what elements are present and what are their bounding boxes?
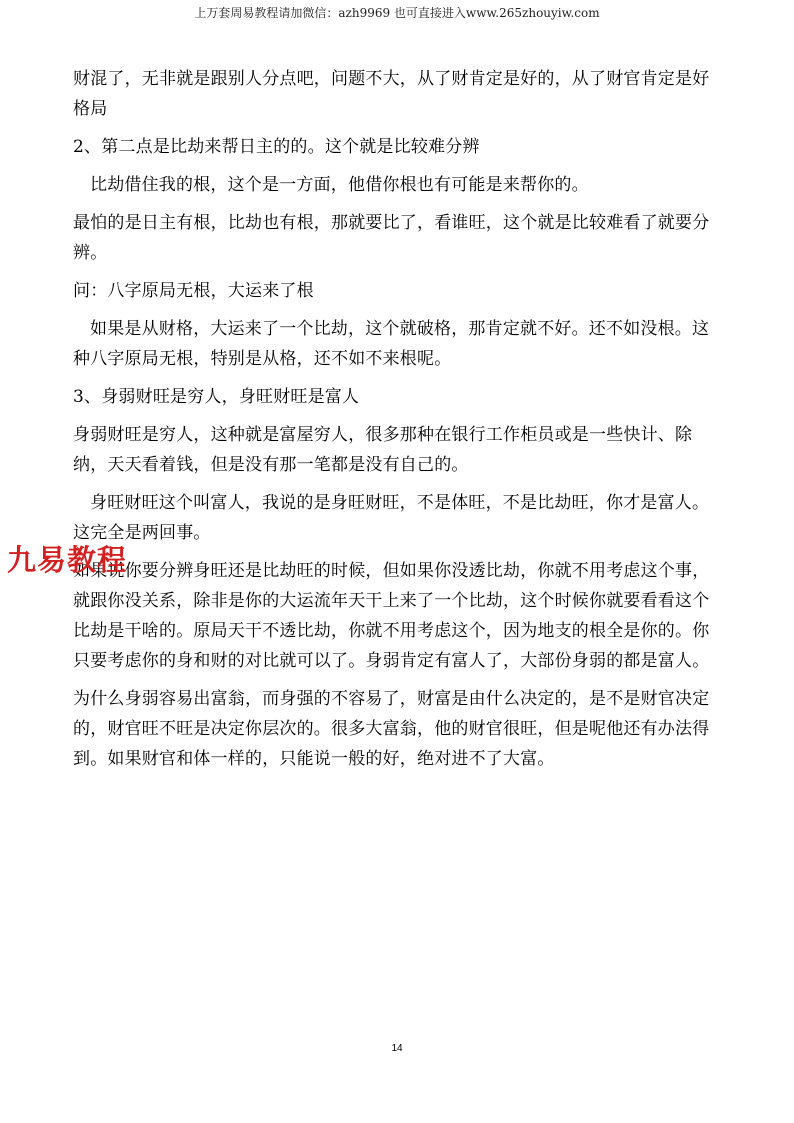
paragraph-1: 财混了，无非就是跟别人分点吧，问题不大，从了财肯定是好的，从了财官肯定是好格局	[73, 69, 710, 119]
paragraph-8: 身弱财旺是穷人，这种就是富屋穷人，很多那种在银行工作柜员或是一些快计、除纳，天天看着钱，但是没有那一笔都是没有自己的。	[73, 425, 693, 475]
paragraph-10: 如果说你要分辨身旺还是比劫旺的时候，但如果你没透比劫，你就不用考虑这个事，就跟你没关系，除非是你的大运流年天干上来了一个比劫，这个时候你就要看看这个比劫是干啥的。原局天干不透比劫，你就不用考虑这个，因为地支的根全是你的。你只要考虑你的身和财的对比就可以了。身弱肯定有富人了，大部份身弱的都是富人。	[73, 561, 710, 671]
paragraph-4: 最怕的是日主有根，比劫也有根，那就要比了，看谁旺，这个就是比较难看了就要分辨。	[73, 213, 710, 263]
watermark-logo: 九易教程	[7, 543, 128, 577]
section-heading-2: 2、第二点是比劫来帮日主的的。这个就是比较难分辨	[73, 137, 480, 157]
document-body	[73, 64, 725, 782]
page-header-banner: 上万套周易教程请加微信：azh9969 也可直接进入www.265zhouyiw.com	[194, 6, 600, 20]
paragraph-3: 比劫借住我的根，这个是一方面，他借你根也有可能是来帮你的。	[90, 175, 589, 195]
question-line: 问：八字原局无根，大运来了根	[73, 281, 314, 301]
paragraph-6: 如果是从财格，大运来了一个比劫，这个就破格，那肯定就不好。还不如没根。这种八字原局无根，特别是从格，还不如不来根呢。	[73, 319, 710, 369]
section-heading-3: 3、身弱财旺是穷人，身旺财旺是富人	[73, 387, 360, 407]
paragraph-9: 身旺财旺这个叫富人，我说的是身旺财旺，不是体旺，不是比劫旺，你才是富人。这完全是两回事。	[73, 493, 710, 543]
paragraph-11: 为什么身弱容易出富翁，而身强的不容易了，财富是由什么决定的，是不是财官决定的，财官旺不旺是决定你层次的。很多大富翁，他的财官很旺，但是呢他还有办法得到。如果财官和体一样的，只能说一般的好，绝对进不了大富。	[73, 689, 710, 769]
page-number: 14	[391, 1043, 403, 1054]
